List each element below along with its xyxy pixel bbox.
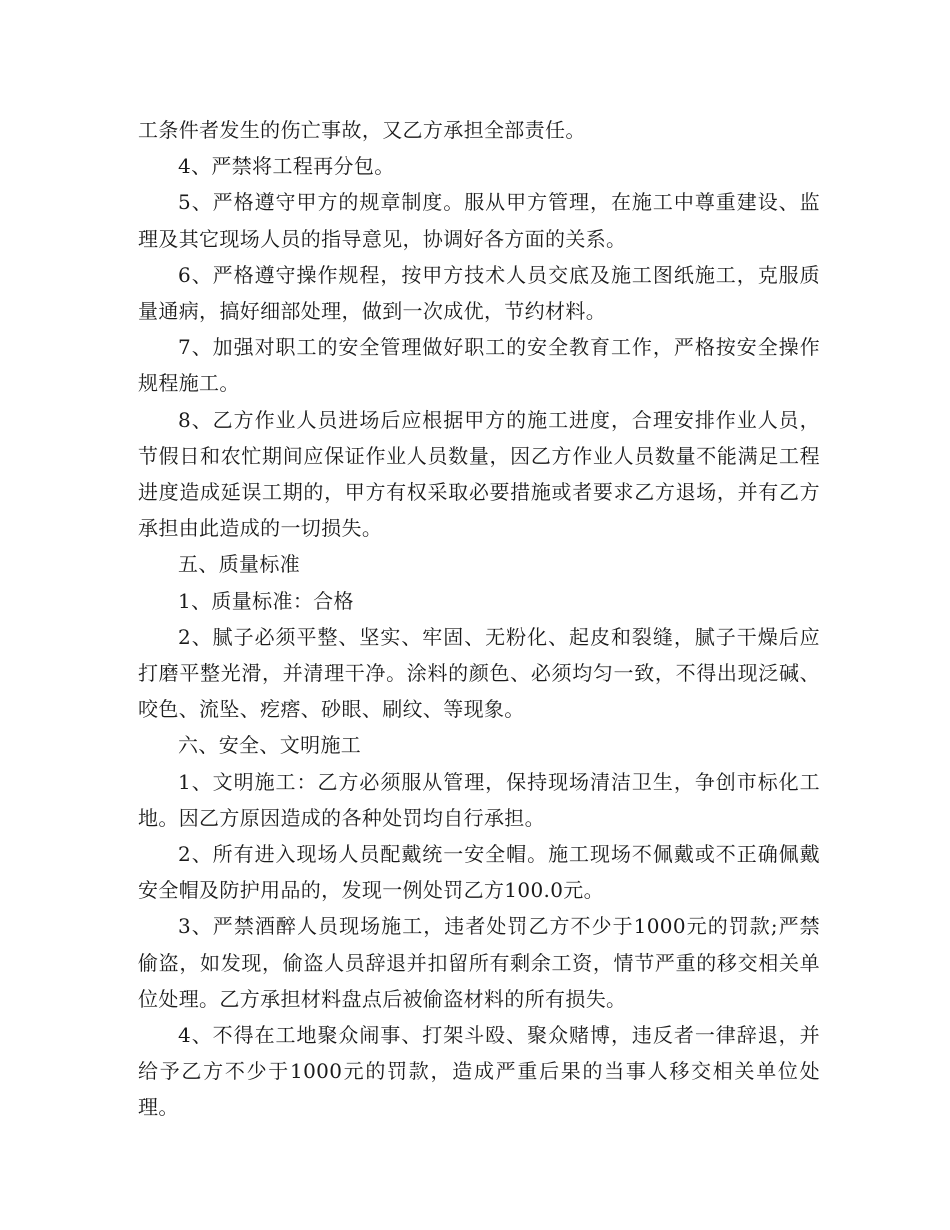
document-body — [138, 112, 820, 1126]
quality-clause-2: 2、腻子必须平整、坚实、牢固、无粉化、起皮和裂缝，腻子干燥后应打磨平整光滑，并清理干净。涂料的颜色、必须均匀一致，不得出现泛碱、咬色、流坠、疙瘩、砂眼、刷纹、等现象。 — [138, 624, 820, 722]
clause-8-staffing: 8、乙方作业人员进场后应根据甲方的施工进度，合理安排作业人员，节假日和农忙期间应保证作业人员数量，因乙方作业人员数量不能满足工程进度造成延误工期的，甲方有权采取必要措施或者要求乙方退场，并有乙方承担由此造成的一切损失。 — [138, 407, 820, 541]
quality-clause-1: 1、质量标准：合格 — [178, 588, 354, 613]
section-heading-quality: 五、质量标准 — [178, 552, 301, 577]
safety-clause-4: 4、不得在工地聚众闹事、打架斗殴、聚众赌博，违反者一律辞退，并给予乙方不少于1000元的罚款，造成严重后果的当事人移交相关单位处理。 — [138, 1023, 820, 1120]
safety-clause-2: 2、所有进入现场人员配戴统一安全帽。施工现场不佩戴或不正确佩戴安全帽及防护用品的，发现一例处罚乙方100.0元。 — [138, 842, 820, 903]
clause-5-rules: 5、严格遵守甲方的规章制度。服从甲方管理，在施工中尊重建设、监理及其它现场人员的指导意见，协调好各方面的关系。 — [138, 190, 820, 251]
clause-4-no-subcontract: 4、严禁将工程再分包。 — [178, 154, 395, 179]
clause-7-safety-management: 7、加强对职工的安全管理做好职工的安全教育工作，严格按安全操作规程施工。 — [138, 335, 820, 396]
paragraph-continuation: 工条件者发生的伤亡事故，又乙方承担全部责任。 — [138, 118, 586, 142]
safety-clause-3: 3、严禁酒醉人员现场施工，违者处罚乙方不少于1000元的罚款;严禁偷盗，如发现，偷盗人员辞退并扣留所有剩余工资，情节严重的移交相关单位处理。乙方承担材料盘点后被偷盗材料的所有损失。 — [138, 914, 820, 1011]
section-heading-safety: 六、安全、文明施工 — [178, 733, 362, 758]
clause-6-procedures: 6、严格遵守操作规程，按甲方技术人员交底及施工图纸施工，克服质量通病，搞好细部处理，做到一次成优，节约材料。 — [138, 262, 820, 324]
safety-clause-1: 1、文明施工：乙方必须服从管理，保持现场清洁卫生，争创市标化工地。因乙方原因造成的各种处罚均自行承担。 — [138, 769, 820, 830]
